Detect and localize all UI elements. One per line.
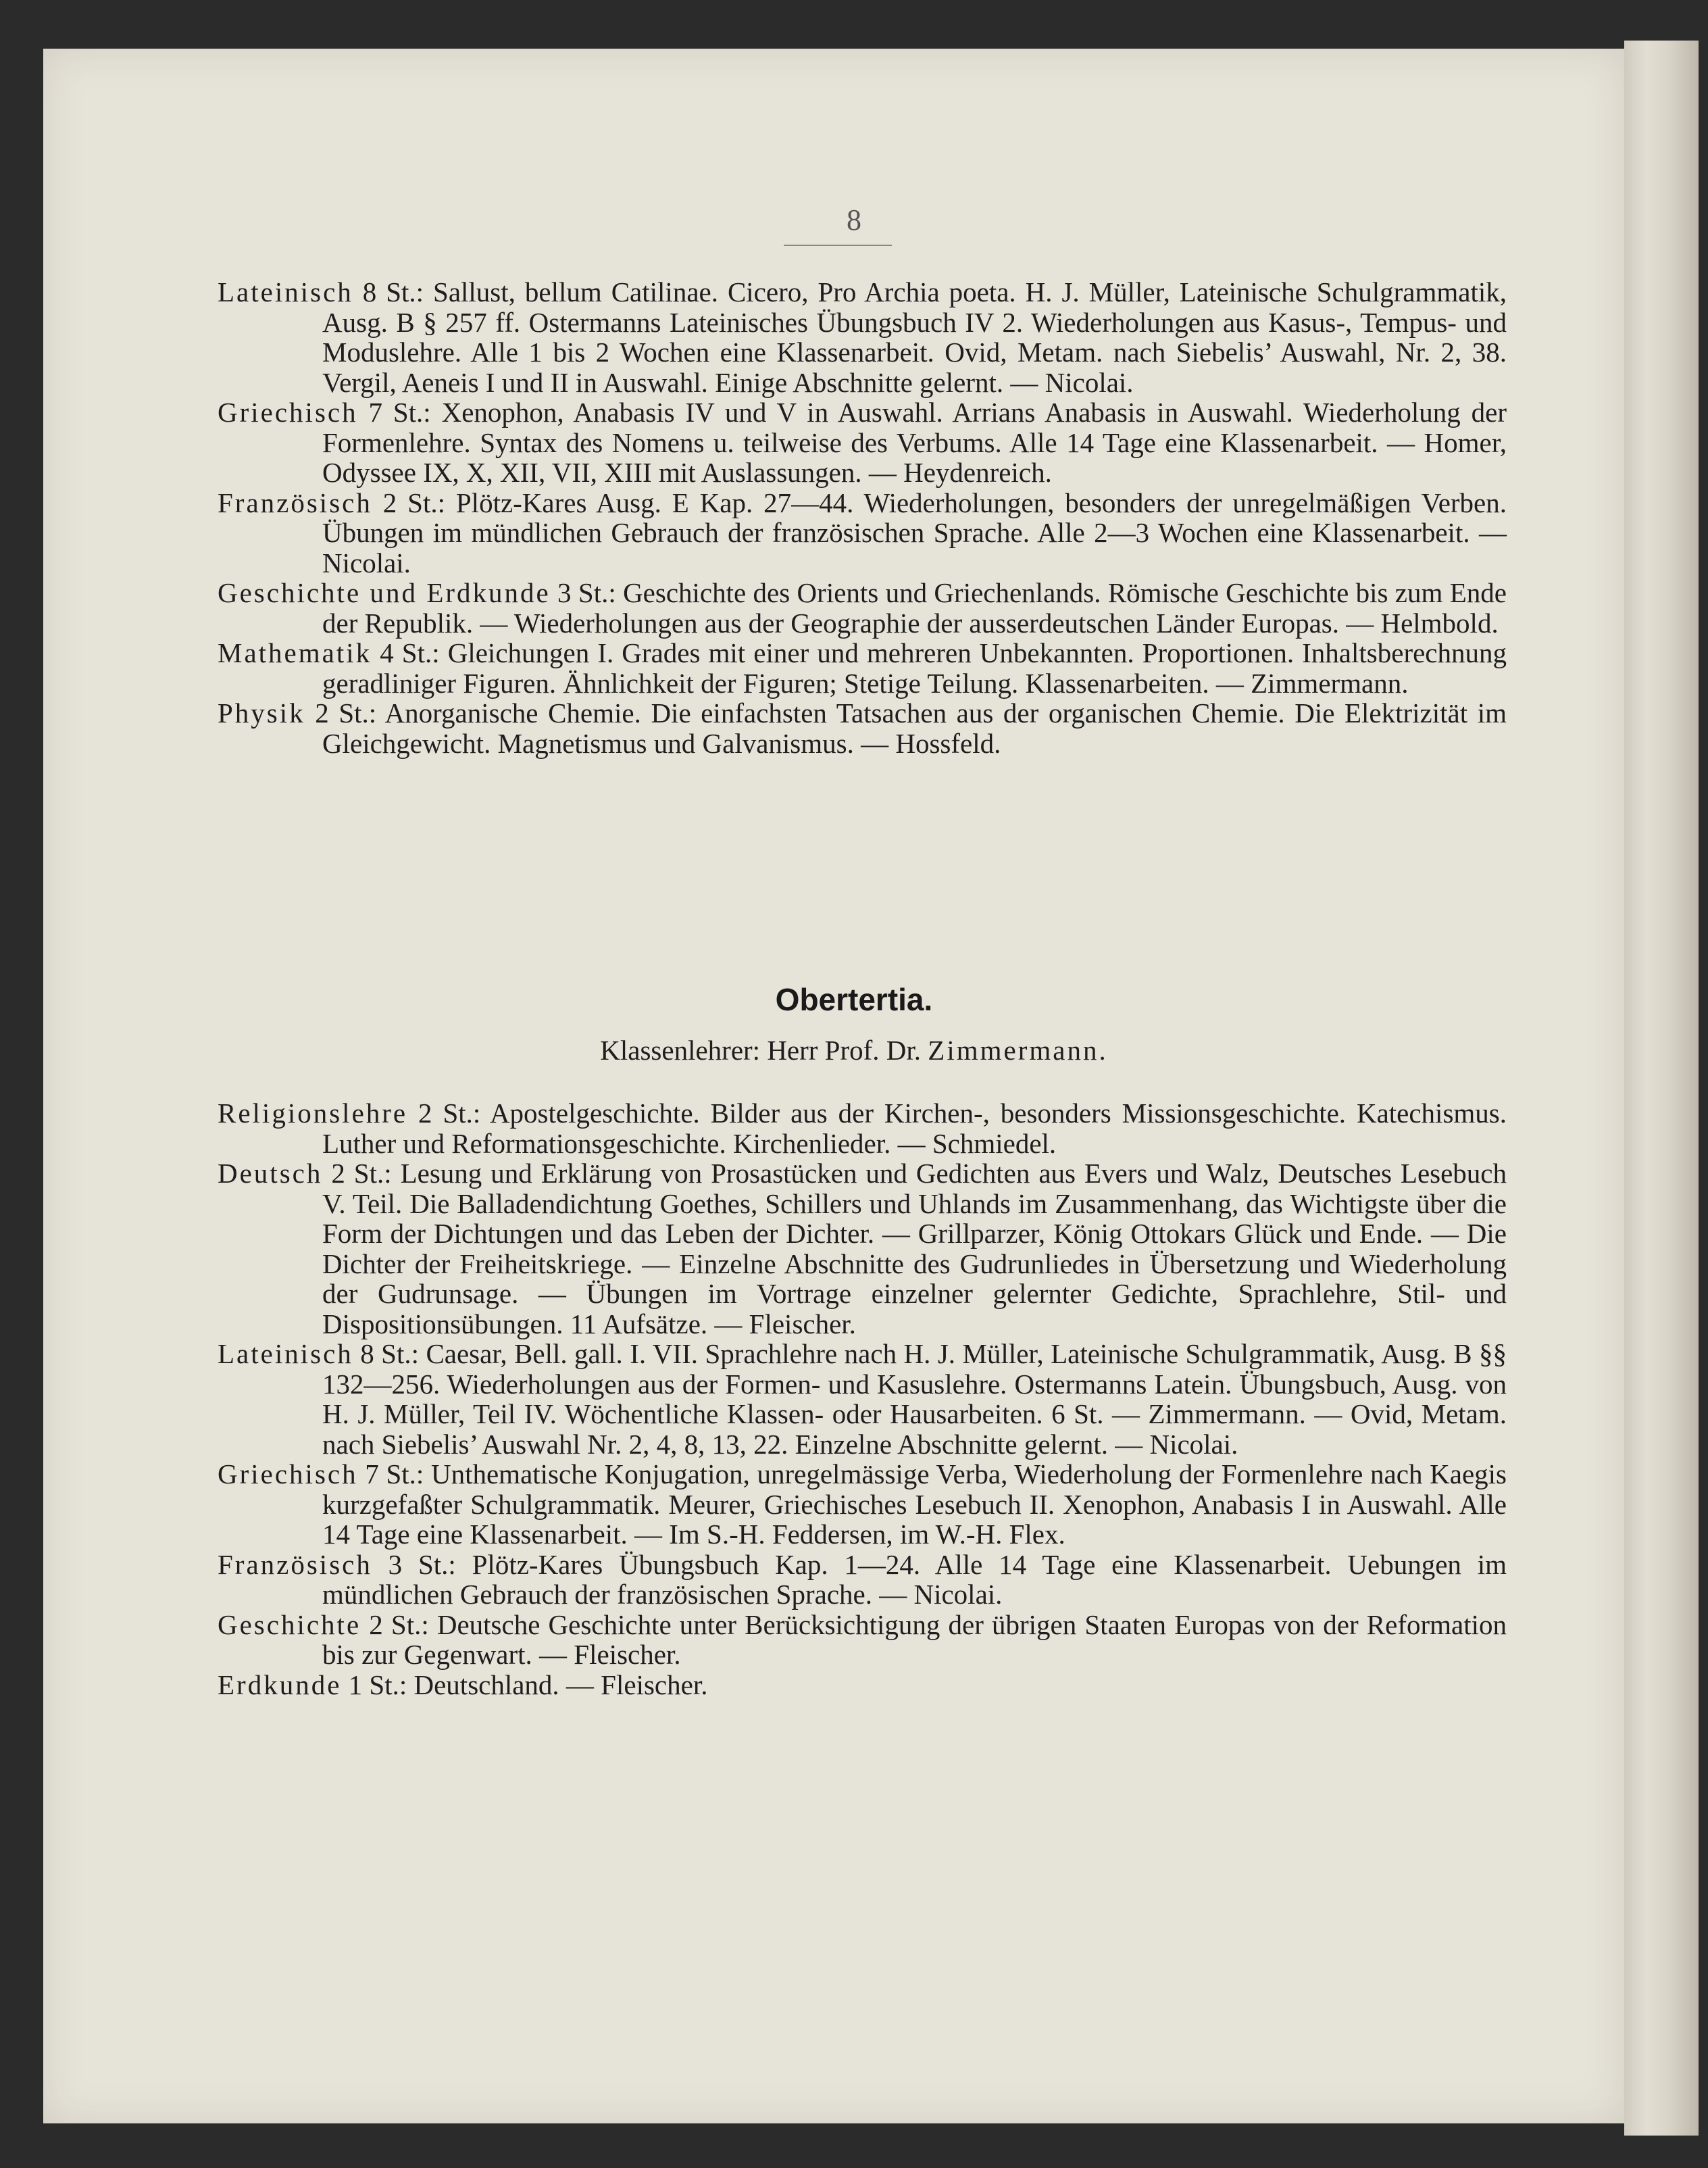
subject-label: Religionslehre: [218, 1098, 408, 1129]
entry-religionslehre: [218, 1098, 1507, 1158]
subject-label: Erdkunde: [218, 1669, 342, 1700]
subject-label: Französisch: [218, 487, 372, 518]
page-number-rule: [784, 245, 892, 246]
section-2-body: [218, 1098, 1507, 1700]
entry-text: 8 St.: Sallust, bellum Catilinae. Cicero, Pro Archia poeta. H. J. Müller, Lateinische Schulgrammatik, Ausg. B § 257 ff. Ostermanns Lateinisches Übungsbuch IV 2. Wiederholungen aus Kasus-, Tempus- und Moduslehre. Alle 1 bis 2 Wochen eine Klassenarbeit. Ovid, Metam. nach Siebelis’ Auswahl, Nr. 2, 38. Vergil, Aeneis I und II in Auswahl. Einige Abschnitte gelernt. — Nicolai.: [322, 276, 1507, 398]
entry-lateinisch-2: [218, 1339, 1507, 1459]
entry-deutsch: [218, 1158, 1507, 1339]
section-heading: Obertertia.: [775, 982, 933, 1017]
entry-franzoesisch: [218, 488, 1507, 578]
entry-text: 1 St.: Deutschland. — Fleischer.: [341, 1669, 708, 1700]
entry-griechisch-2: [218, 1459, 1507, 1550]
entry-mathematik: [218, 638, 1507, 698]
entry-lateinisch: [218, 277, 1507, 397]
subject-label: Deutsch: [218, 1158, 323, 1189]
class-teacher-line: [0, 1034, 1708, 1066]
subject-label: Geschichte und Erdkunde: [218, 577, 551, 608]
teacher-name: Zimmermann.: [928, 1035, 1108, 1066]
page-edge: [1624, 41, 1699, 2136]
entry-griechisch: [218, 397, 1507, 488]
entry-text: 2 St.: Apostelgeschichte. Bilder aus der Kirchen-, besonders Missionsgeschichte. Katechismus. Luther und Reformationsgeschichte. Kirchenlieder. — Schmiedel.: [322, 1098, 1507, 1159]
page-number: 8: [847, 203, 861, 237]
entry-text: 2 St.: Deutsche Geschichte unter Berücksichtigung der übrigen Staaten Europas von der Reformation bis zur Gegenwart. — Fleischer.: [322, 1608, 1507, 1670]
subject-label: Mathematik: [218, 637, 372, 668]
subject-label: Lateinisch: [218, 1338, 353, 1369]
subject-label: Französisch: [218, 1548, 372, 1580]
teacher-prefix: Klassenlehrer: Herr Prof. Dr.: [600, 1035, 928, 1066]
entry-text: 2 St.: Lesung und Erklärung von Prosastücken und Gedichten aus Evers und Walz, Deutsches Lesebuch V. Teil. Die Balladendichtung Goethes, Schillers und Uhlands im Zusammenhang, das Wichtigste über die Form der Dichtungen und das Leben der Dichter. — Grillparzer, König Ottokars Glück und Ende. — Die Dichter der Freiheitskriege. — Einzelne Abschnitte des Gudrunliedes in Übersetzung und Wiederholung der Gudrunsage. — Übungen im Vortrage einzelner gelernter Gedichte, Sprachlehre, Stil- und Dispositionsübungen. 11 Aufsätze. — Fleischer.: [322, 1158, 1507, 1339]
entry-text: 3 St.: Geschichte des Orients und Griechenlands. Römische Geschichte bis zum Ende der Republik. — Wiederholungen aus der Geographie der ausserdeutschen Länder Europas. — Helmbold.: [322, 577, 1507, 639]
entry-text: 4 St.: Gleichungen I. Grades mit einer und mehreren Unbekannten. Proportionen. Inhaltsberechnung geradliniger Figuren. Ähnlichkeit der Figuren; Stetige Teilung. Klassenarbeiten. — Zimmermann.: [322, 637, 1507, 699]
entry-franzoesisch-2: [218, 1550, 1507, 1610]
entry-text: 7 St.: Xenophon, Anabasis IV und V in Auswahl. Arrians Anabasis in Auswahl. Wiederholung der Formenlehre. Syntax des Nomens u. teilweise des Verbums. Alle 14 Tage eine Klassenarbeit. — Homer, Odyssee IX, X, XII, VII, XIII mit Auslassungen. — Heydenreich.: [322, 397, 1507, 488]
subject-label: Griechisch: [218, 1458, 358, 1489]
subject-label: Geschichte: [218, 1608, 361, 1640]
entry-text: 8 St.: Caesar, Bell. gall. I. VII. Sprachlehre nach H. J. Müller, Lateinische Schulgrammatik, Ausg. B §§ 132—256. Wiederholungen aus der Formen- und Kasuslehre. Ostermanns Latein. Übungsbuch, Ausg. von H. J. Müller, Teil IV. Wöchentliche Klassen- oder Hausarbeiten. 6 St. — Zimmermann. — Ovid, Metam. nach Siebelis’ Auswahl Nr. 2, 4, 8, 13, 22. Einzelne Abschnitte gelernt. — Nicolai.: [322, 1338, 1507, 1460]
entry-text: 2 St.: Plötz-Kares Ausg. E Kap. 27—44. Wiederholungen, besonders der unregelmäßigen Verben. Übungen im mündlichen Gebrauch der französischen Sprache. Alle 2—3 Wochen eine Klassenarbeit. — Nicolai.: [322, 487, 1507, 578]
entry-text: 7 St.: Unthematische Konjugation, unregelmässige Verba, Wiederholung der Formenlehre nach Kaegis kurzgefaßter Schulgrammatik. Meurer, Griechisches Lesebuch II. Xenophon, Anabasis I in Auswahl. Alle 14 Tage eine Klassenarbeit. — Im S.-H. Feddersen, im W.-H. Flex.: [322, 1458, 1507, 1550]
entry-physik: [218, 698, 1507, 758]
entry-text: 2 St.: Anorganische Chemie. Die einfachsten Tatsachen aus der organischen Chemie. Die Elektrizität im Gleichgewicht. Magnetismus und Galvanismus. — Hossfeld.: [305, 697, 1507, 759]
section-1-body: [218, 277, 1507, 758]
subject-label: Physik: [218, 697, 305, 729]
entry-erdkunde: [218, 1670, 1507, 1700]
subject-label: Griechisch: [218, 397, 358, 428]
entry-geschichte-erdkunde: [218, 578, 1507, 638]
subject-label: Lateinisch: [218, 276, 353, 307]
entry-text: 3 St.: Plötz-Kares Übungsbuch Kap. 1—24. Alle 14 Tage eine Klassenarbeit. Uebungen im mündlichen Gebrauch der französischen Sprache. — Nicolai.: [322, 1548, 1507, 1610]
entry-geschichte: [218, 1610, 1507, 1670]
